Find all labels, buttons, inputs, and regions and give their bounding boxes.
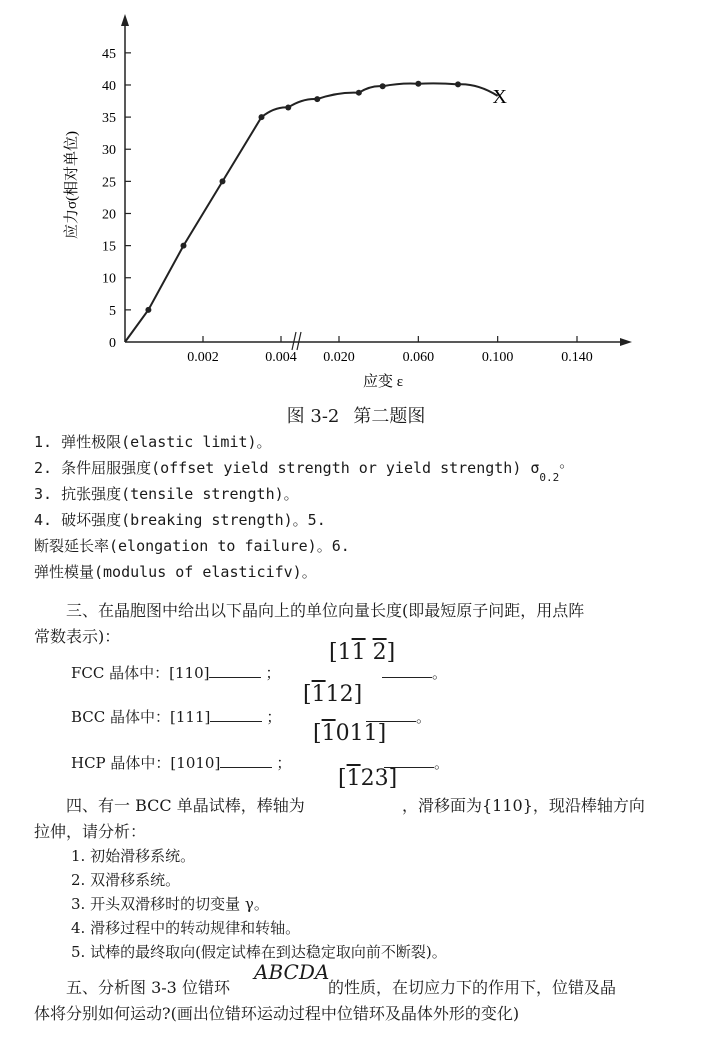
data-point [314, 96, 320, 102]
period: 。 [432, 664, 448, 682]
section3-title: 三、在晶胞图中给出以下晶向上的单位向量长度(即最短原子问距，用点阵 [66, 601, 585, 620]
dislocation-loop-label: ABCDA [254, 960, 330, 984]
figure-caption-title: 第二题图 [353, 406, 426, 427]
section4-title [66, 793, 305, 816]
section4-item: 1. 初始滑移系统。 [71, 847, 196, 865]
list1-item: 4. 破坏强度(breaking strength)。5. [34, 511, 326, 529]
y-tick-label: 40 [102, 78, 116, 94]
section5-title: 五、分析图 3-3 位错环 [66, 978, 230, 997]
fracture-marker: X [492, 85, 507, 108]
data-point [145, 307, 151, 313]
section4-title-text: 四、有一 BCC 单晶试棒，棒轴为 [66, 796, 305, 815]
y-tick-label: 20 [102, 207, 116, 223]
y-tick-label: 5 [109, 303, 116, 319]
section4-item: 2. 双滑移系统。 [71, 871, 181, 889]
fcc-direction: [11 2] [329, 640, 396, 665]
answer-blank [366, 707, 416, 722]
section4-item: 4. 滑移过程中的转动规律和转轴。 [71, 919, 301, 937]
y-tick-label: 35 [102, 111, 116, 127]
y-axis-label: 应力σ(相对单位) [64, 130, 80, 240]
section4-item: 3. 开头双滑移时的切变量 γ。 [71, 895, 269, 913]
x-tick-label: 0.060 [402, 350, 435, 365]
data-point [356, 90, 362, 96]
answer-blank [209, 663, 261, 678]
y-axis-arrow [121, 14, 129, 26]
list1-item: 1. 弹性极限(elastic limit)。 [34, 433, 272, 451]
list1-text: 2. 条件屈服强度(offset yield strength or yield strength) σ [34, 459, 540, 477]
axis-break-mark [297, 332, 301, 350]
answer-blank [210, 707, 262, 722]
list1-item-sigma [34, 453, 575, 484]
section4-title-rest: ，滑移面为{110}，现沿棒轴方向 [402, 796, 645, 815]
section5-title-cont: 体将分别如何运动?(画出位错环运动过程中位错环及晶体外形的变化) [34, 1004, 520, 1023]
stress-strain-curve [125, 83, 498, 342]
y-tick-label: 30 [102, 143, 116, 159]
figure-caption-label: 图 3-2 [286, 406, 340, 427]
data-point [259, 114, 265, 120]
data-point [455, 81, 461, 87]
y-tick-label: 10 [102, 271, 116, 287]
y-zero-label: 0 [109, 336, 116, 351]
data-point [220, 178, 226, 184]
separator: ； [265, 664, 281, 682]
fcc-line [71, 662, 280, 683]
stress-strain-figure [0, 0, 726, 430]
x-axis-arrow [620, 338, 632, 346]
section5-title-rest: 的性质，在切应力下的作用下，位错及晶 [328, 978, 617, 997]
list1-item: 弹性模量(modulus of elasticifv)。 [34, 563, 317, 581]
y-tick-label: 15 [102, 239, 116, 255]
section4-title-cont: 拉伸，请分析： [34, 822, 147, 841]
answer-blank [382, 663, 432, 678]
hcp-line [71, 752, 291, 773]
fcc-label: FCC 晶体中：[110] [71, 664, 210, 682]
data-point [181, 243, 187, 249]
x-axis-label: 应变 ε [362, 374, 404, 390]
sigma-dot: 。 [559, 453, 575, 471]
x-tick-label: 0.140 [561, 350, 593, 365]
separator: ； [276, 754, 292, 772]
x-tick-label: 0.004 [265, 350, 297, 365]
bcc-line [71, 706, 281, 727]
x-tick-label: 0.100 [481, 350, 514, 365]
axis-break-mark [292, 332, 296, 350]
section4-item: 5. 试棒的最终取向(假定试棒在到达稳定取向前不断裂)。 [71, 943, 447, 961]
separator: ； [266, 708, 282, 726]
y-tick-label: 45 [102, 46, 116, 62]
bcc-label: BCC 晶体中：[111] [71, 708, 211, 726]
period: 。 [434, 754, 450, 772]
list1-item: 断裂延长率(elongation to failure)。6. [34, 537, 350, 555]
sigma-subscript: 0.2 [539, 471, 560, 484]
stress-strain-chart [0, 0, 726, 430]
hcp-label: HCP 晶体中：[1010] [71, 754, 221, 772]
list1-item: 3. 抗张强度(tensile strength)。 [34, 485, 299, 503]
section3-title-cont: 常数表示)： [34, 627, 121, 646]
y-tick-label: 25 [102, 175, 116, 191]
bcc-direction: [112] [303, 682, 363, 707]
data-point [415, 81, 421, 87]
data-point [380, 83, 386, 89]
fcc-answer-line [382, 662, 447, 683]
answer-blank [220, 753, 272, 768]
data-point [285, 104, 291, 110]
rod-axis-direction: [123] [338, 766, 398, 791]
x-tick-label: 0.020 [323, 350, 355, 365]
hcp-direction: [1011] [313, 721, 387, 746]
figure-caption [0, 402, 726, 428]
x-tick-label: 0.002 [187, 350, 219, 365]
period: 。 [416, 708, 432, 726]
